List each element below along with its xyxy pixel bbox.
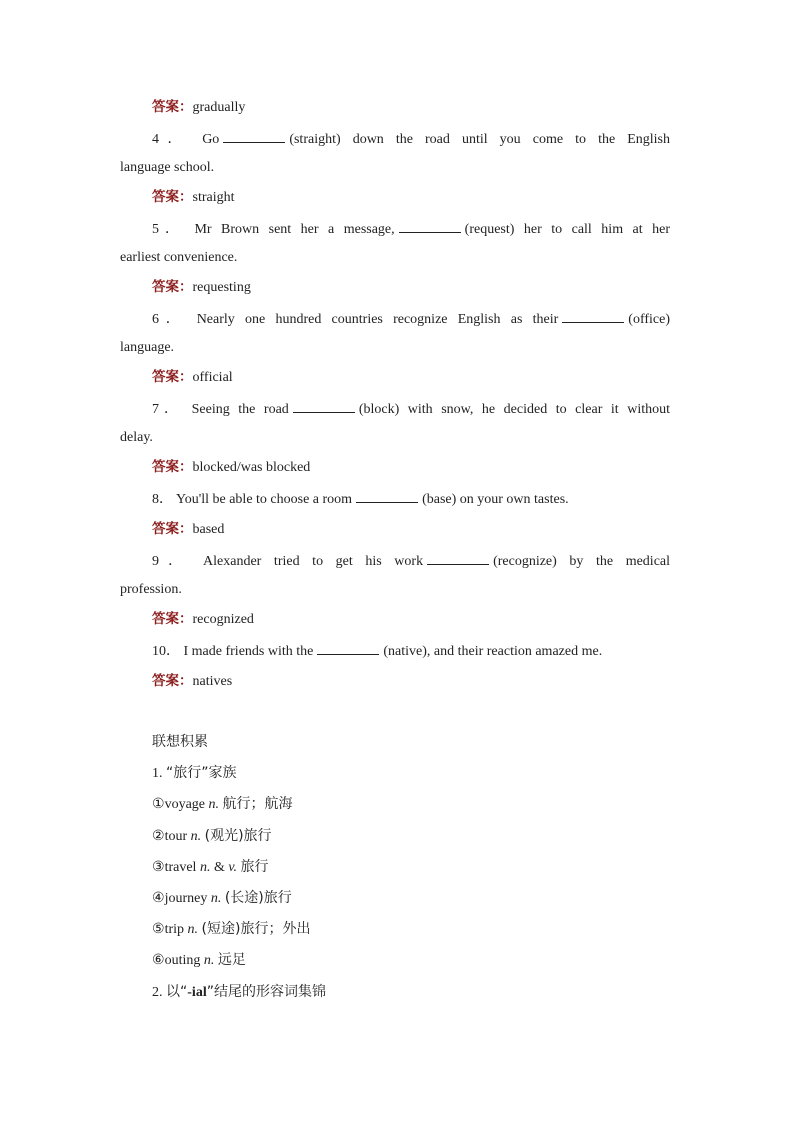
vocab-item: [152, 827, 670, 846]
question-text: Alexander tried to get his work: [203, 554, 424, 569]
group-number: 1.: [152, 766, 163, 781]
question-4: [152, 129, 670, 149]
answer-label: 答案：: [152, 611, 193, 627]
item-pos: v.: [228, 860, 238, 875]
fill-blank: [427, 551, 489, 565]
group-title-pre: 以“: [166, 984, 188, 1000]
answer-label: 答案：: [152, 189, 193, 205]
item-meaning: 旅行: [240, 859, 269, 875]
question-text: (native), and their reaction amazed me.: [383, 644, 603, 659]
item-pos: n.: [187, 922, 199, 937]
answer-line: [152, 458, 670, 477]
answer-text: blocked/was blocked: [192, 460, 311, 475]
answer-label: 答案：: [152, 459, 193, 475]
question-8: [152, 489, 670, 509]
answer-text: recognized: [192, 612, 254, 627]
answer-label: 答案：: [152, 521, 193, 537]
question-9-continuation: profession.: [120, 582, 182, 597]
question-text: Go: [202, 132, 220, 147]
item-mark: ④: [152, 891, 165, 906]
fill-blank: [317, 641, 379, 655]
answer-label: 答案：: [152, 673, 193, 689]
question-text: (block) with snow, he decided to clear it without: [358, 402, 671, 417]
question-text: I made friends with the: [183, 644, 314, 659]
item-meaning: (短途)旅行；外出: [201, 921, 311, 937]
vocab-item: [152, 951, 670, 970]
item-meaning: 远足: [217, 952, 246, 968]
item-word: tour: [164, 829, 188, 844]
group-number: 2.: [152, 985, 163, 1000]
group-title: “旅行”家族: [166, 765, 237, 781]
answer-line: [152, 672, 670, 691]
vocab-item: [152, 889, 670, 908]
question-text: (base) on your own tastes.: [422, 492, 569, 507]
group-2-heading: [152, 983, 670, 1002]
item-mark: ⑤: [152, 922, 165, 937]
item-pos: n.: [199, 860, 211, 875]
answer-line: [152, 610, 670, 629]
question-5: [152, 219, 670, 239]
answer-text: gradually: [192, 100, 246, 115]
question-5-continuation: earliest convenience.: [120, 250, 238, 265]
question-6: [152, 309, 670, 329]
item-mark: ①: [152, 797, 165, 812]
item-pos: n.: [203, 953, 215, 968]
question-text: (recognize) by the medical: [493, 554, 671, 569]
question-number: 6．: [152, 312, 187, 327]
answer-line: [152, 188, 670, 207]
item-mark: ③: [152, 860, 165, 875]
answer-text: based: [192, 522, 225, 537]
fill-blank: [293, 399, 355, 413]
question-6-continuation: language.: [120, 340, 175, 355]
answer-text: straight: [192, 190, 235, 205]
question-number: 4．: [152, 132, 191, 147]
item-amp: &: [213, 860, 225, 875]
item-word: outing: [164, 953, 201, 968]
item-meaning: 航行；航海: [222, 796, 293, 812]
item-word: travel: [164, 860, 197, 875]
item-mark: ②: [152, 829, 165, 844]
question-number: 5．: [152, 222, 185, 237]
group-1-heading: [152, 764, 670, 783]
group-suffix: -ial: [187, 985, 207, 1000]
question-number: 7．: [152, 402, 184, 417]
item-word: trip: [164, 922, 185, 937]
question-number: 9．: [152, 554, 192, 569]
question-text: Seeing the road: [191, 402, 289, 417]
question-text: (office): [628, 312, 670, 327]
question-text: Mr Brown sent her a message,: [194, 222, 395, 237]
item-pos: n.: [190, 829, 202, 844]
fill-blank: [223, 129, 285, 143]
answer-label: 答案：: [152, 99, 193, 115]
answer-label: 答案：: [152, 369, 193, 385]
vocab-item: [152, 795, 670, 814]
item-pos: n.: [210, 891, 222, 906]
answer-line: [152, 278, 670, 297]
question-number: 8．: [152, 492, 173, 507]
answer-line: [152, 368, 670, 387]
section-title: 联想积累: [152, 734, 208, 750]
vocab-item: [152, 920, 670, 939]
question-text: (straight) down the road until you come to the English: [289, 132, 671, 147]
item-meaning: (长途)旅行: [224, 890, 292, 906]
answer-line: [152, 520, 670, 539]
item-word: voyage: [164, 797, 205, 812]
answer-text: official: [192, 370, 233, 385]
question-10: [152, 641, 670, 661]
fill-blank: [399, 219, 461, 233]
question-text: (request) her to call him at her: [464, 222, 671, 237]
answer-text: requesting: [192, 280, 251, 295]
item-word: journey: [164, 891, 208, 906]
question-7: [152, 399, 670, 419]
fill-blank: [356, 489, 418, 503]
item-meaning: (观光)旅行: [204, 828, 272, 844]
question-9: [152, 551, 670, 571]
answer-line: [152, 98, 670, 117]
group-title-post: ”结尾的形容词集锦: [206, 984, 326, 1000]
vocab-item: [152, 858, 670, 877]
item-pos: n.: [208, 797, 219, 812]
question-7-continuation: delay.: [120, 430, 153, 445]
answer-text: natives: [192, 674, 233, 689]
question-text: Nearly one hundred countries recognize English as their: [196, 312, 559, 327]
answer-label: 答案：: [152, 279, 193, 295]
question-text: You'll be able to choose a room: [175, 492, 353, 507]
question-4-continuation: language school.: [120, 160, 215, 175]
question-number: 10．: [152, 644, 180, 659]
item-mark: ⑥: [152, 953, 165, 968]
fill-blank: [562, 309, 624, 323]
